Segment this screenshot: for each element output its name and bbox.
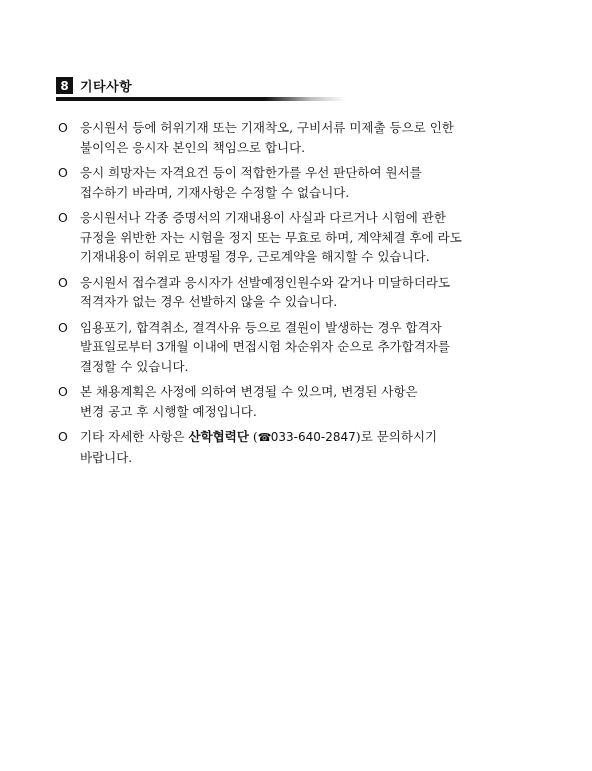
section-title: 기타사항 [80,80,133,95]
item-text [80,427,510,467]
item-line: 접수하기 바라며, 기재사항은 수정할 수 없습니다. [80,184,350,200]
item-line: 결정할 수 있습니다. [80,358,189,374]
bullet-icon: O [58,319,68,335]
item-line: 규정을 위반한 자는 시험을 정지 또는 무효로 하며, 계약체결 후에 라도 [80,229,462,245]
item-line: 응시원서나 각종 증명서의 기재내용이 사실과 다르거나 시험에 관한 [80,210,446,225]
item-text [80,208,510,267]
bullet-icon: O [58,165,68,180]
item-line: 바랍니다. [80,449,133,465]
contact-organization: 산학협력단 [188,429,249,444]
item-line: 임용포기, 합격취소, 결격사유 등으로 결원이 발생하는 경우 합격자 [80,319,442,335]
item-line: 불이익은 응시자 본인의 책임으로 합니다. [80,139,306,155]
list-item [58,318,510,377]
item-text [80,273,510,312]
section-number: 8 [56,77,73,94]
item-line: 응시 희망자는 자격요건 등이 적합한가를 우선 판단하여 원서를 [80,165,422,180]
list-item [58,273,510,312]
item-line: 변경 공고 후 시행할 예정입니다. [80,403,257,419]
list-item [58,427,510,467]
item-text [80,318,510,377]
notice-list [58,118,510,473]
bullet-icon: O [58,384,68,399]
bullet-icon: O [58,429,68,444]
section-header [56,76,132,95]
contact-suffix: 로 문의하시기 [360,429,438,444]
list-item [58,208,510,267]
item-line: 응시원서 등에 허위기재 또는 기재착오, 구비서류 미제출 등으로 인한 [80,120,454,135]
section-divider [56,97,346,101]
item-text [80,382,510,421]
item-line: 응시원서 접수결과 응시자가 선발예정인원수와 같거나 미달하더라도 [80,274,451,290]
contact-line [80,427,510,448]
item-text [80,118,510,157]
contact-phone: 033-640-2847 [270,430,356,444]
item-text [80,163,510,202]
contact-prefix: 기타 자세한 사항은 [80,429,189,444]
item-line: 본 채용계획은 사정에 의하여 변경될 수 있으며, 변경된 사항은 [80,384,418,399]
item-line: 기재내용이 허위로 판명될 경우, 근로계약을 해지할 수 있습니다. [80,249,430,264]
list-item [58,118,510,157]
phone-icon: ☎ [257,431,272,444]
item-line: 발표일로부터 3개월 이내에 면접시험 차순위자 순으로 추가합격자를 [80,339,450,354]
contact-open-paren: ( [248,429,258,444]
list-item [58,163,510,202]
contact-close-paren: ) [355,429,361,444]
bullet-icon: O [58,210,68,225]
item-line: 적격자가 없는 경우 선발하지 않을 수 있습니다. [80,294,338,309]
bullet-icon: O [58,274,68,290]
bullet-icon: O [58,120,68,135]
list-item [58,382,510,421]
